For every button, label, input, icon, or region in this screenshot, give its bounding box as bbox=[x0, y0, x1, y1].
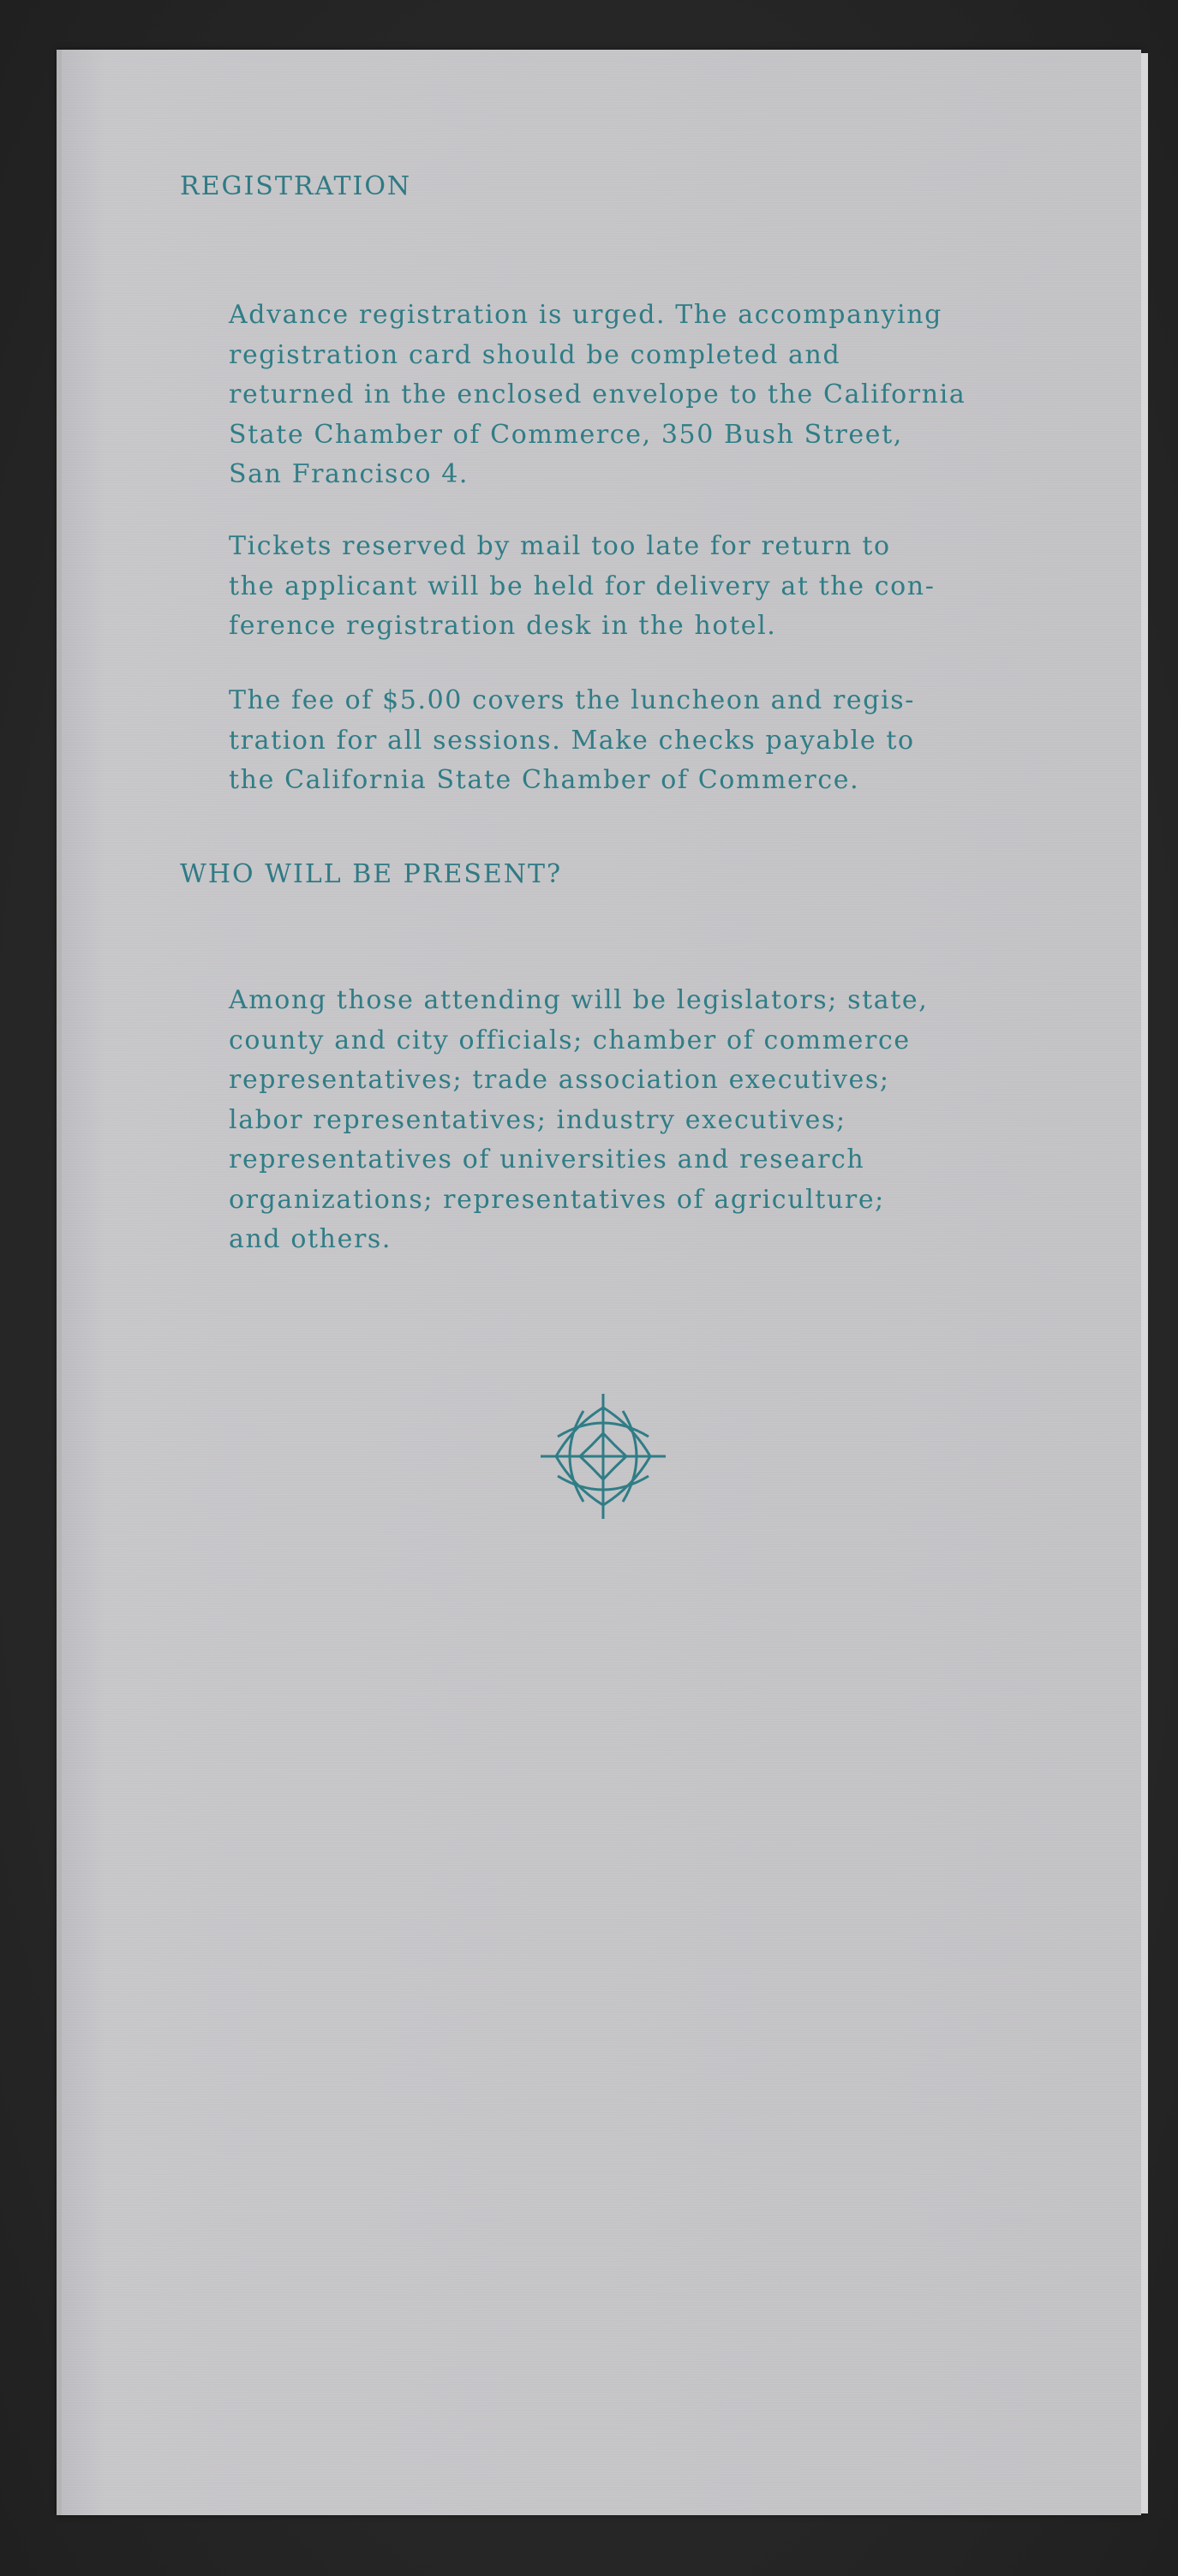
text-line: representatives; trade association executives; bbox=[229, 1065, 890, 1095]
registration-heading: REGISTRATION bbox=[180, 171, 412, 201]
text-line: State Chamber of Commerce, 350 Bush Street, bbox=[229, 419, 903, 450]
attendees-paragraph bbox=[229, 981, 1111, 1260]
text-line: ference registration desk in the hotel. bbox=[229, 611, 777, 641]
page-edge bbox=[1141, 53, 1148, 2513]
text-line: the California State Chamber of Commerce. bbox=[229, 765, 860, 795]
text-line: tration for all sessions. Make checks payable to bbox=[229, 725, 915, 756]
registration-paragraph-fee bbox=[229, 681, 1111, 801]
text-line: organizations; representatives of agriculture; bbox=[229, 1184, 885, 1215]
text-line: labor representatives; industry executives; bbox=[229, 1104, 846, 1135]
text-line: The fee of $5.00 covers the luncheon and regis- bbox=[229, 685, 916, 715]
text-line: representatives of universities and research bbox=[229, 1145, 865, 1174]
page-content bbox=[62, 50, 1141, 2515]
text-line: Advance registration is urged. The accompanying bbox=[229, 300, 942, 330]
text-line: Among those attending will be legislators; state, bbox=[229, 985, 929, 1015]
brochure-page bbox=[57, 50, 1141, 2515]
registration-paragraph-tickets bbox=[229, 527, 1111, 647]
text-line: San Francisco 4. bbox=[229, 459, 469, 489]
text-line: county and city officials; chamber of commerce bbox=[229, 1025, 911, 1055]
registration-paragraph-advance bbox=[229, 296, 1111, 495]
text-line: Tickets reserved by mail too late for return to bbox=[229, 531, 891, 561]
text-line: returned in the enclosed envelope to the California bbox=[229, 380, 966, 409]
text-line: and others. bbox=[229, 1224, 392, 1254]
who-will-be-present-heading: WHO WILL BE PRESENT? bbox=[180, 859, 563, 889]
text-line: the applicant will be held for delivery at the con- bbox=[229, 571, 936, 601]
text-line: registration card should be completed and bbox=[229, 339, 841, 370]
compass-star-ornament-icon bbox=[539, 1392, 667, 1521]
